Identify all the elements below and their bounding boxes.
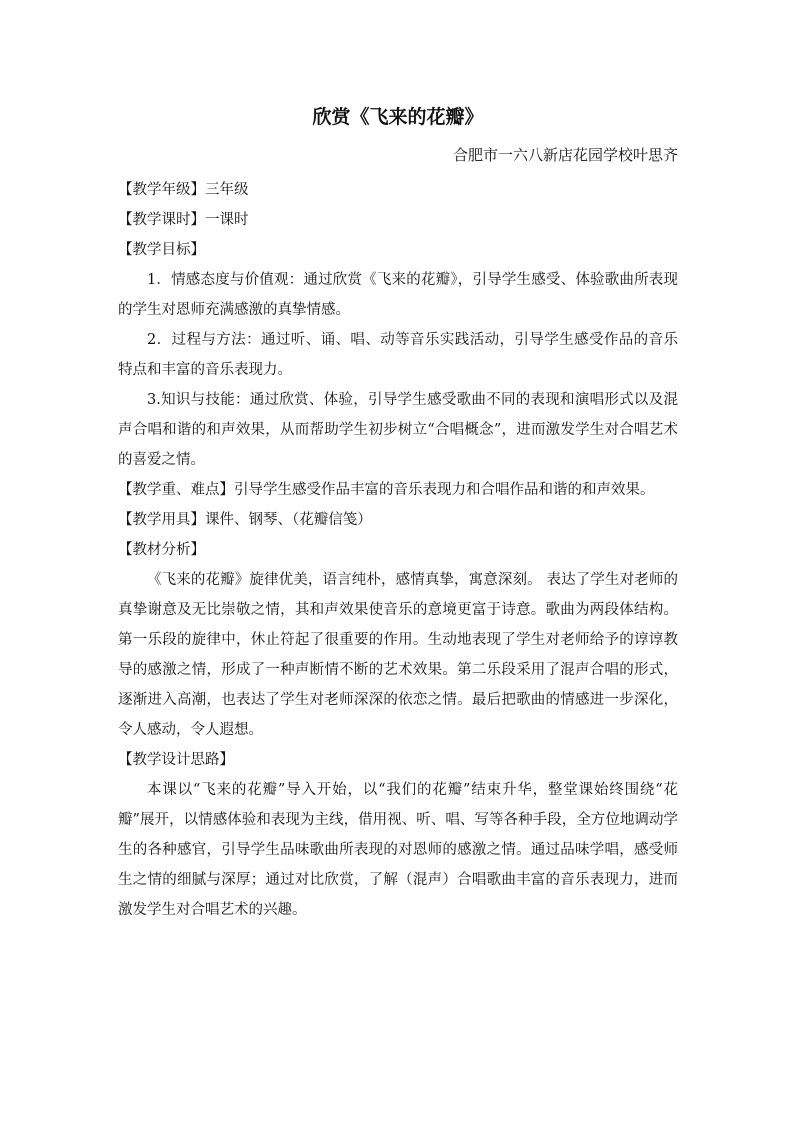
design-paragraph: 本课以“飞来的花瓣”导入开始，以“我们的花瓣”结束升华，整堂课始终围绕“花瓣”展开，以情感体验和表现为主线，借用视、听、唱、写等各种手段，全方位地调动学生的各种感官，引导学生品味歌曲所表现的对恩师的感激之情。通过品味学唱，感受师生之情的细腻与深厚；通过对比欣赏，了解（混声）合唱歌曲丰富的音乐表现力，进而激发学生对合唱艺术的兴趣。: [118, 782, 678, 918]
objective-3: 3.知识与技能：通过欣赏、体验，引导学生感受歌曲不同的表现和演唱形式以及混声合唱和谐的和声效果，从而帮助学生初步树立“合唱概念”，进而激发学生对合唱艺术的喜爱之情。: [118, 392, 678, 468]
objective-1: 1．情感态度与价值观：通过欣赏《飞来的花瓣》，引导学生感受、体验歌曲所表现的学生对恩师充满感激的真挚情感。: [118, 272, 678, 318]
analysis-heading: 【教材分析】: [118, 542, 205, 558]
document-page: [118, 0, 678, 1132]
key-points-paragraph: 【教学重、难点】引导学生感受作品丰富的音乐表现力和合唱作品和谐的和声效果。: [118, 482, 655, 498]
author-line: 合肥市一六八新店花园学校叶思齐: [452, 146, 678, 164]
objectives-heading: 【教学目标】: [118, 242, 205, 258]
document-body: [118, 175, 678, 925]
analysis-paragraph: 《飞来的花瓣》旋律优美，语言纯朴，感情真挚，寓意深刻。 表达了学生对老师的真挚谢意及无比崇敬之情，其和声效果使音乐的意境更富于诗意。歌曲为两段体结构。第一乐段的旋律中，休止符起了很重要的作用。生动地表现了学生对老师给予的谆谆教导的感激之情，形成了一种声断情不断的艺术效果。第二乐段采用了混声合唱的形式，逐渐进入高潮，也表达了学生对老师深深的依恋之情。最后把歌曲的情感进一步深化，令人感动，令人遐想。: [118, 572, 678, 738]
lesson-time-line: 【教学课时】一课时: [118, 212, 249, 228]
tools-line: 【教学用具】课件、钢琴、（花瓣信笺）: [118, 512, 372, 528]
design-heading: 【教学设计思路】: [118, 752, 234, 768]
objective-2: 2．过程与方法：通过听、诵、唱、动等音乐实践活动，引导学生感受作品的音乐特点和丰富的音乐表现力。: [118, 332, 678, 378]
grade-line: 【教学年级】三年级: [118, 182, 249, 198]
document-title: 欣赏《飞来的花瓣》: [312, 106, 484, 128]
